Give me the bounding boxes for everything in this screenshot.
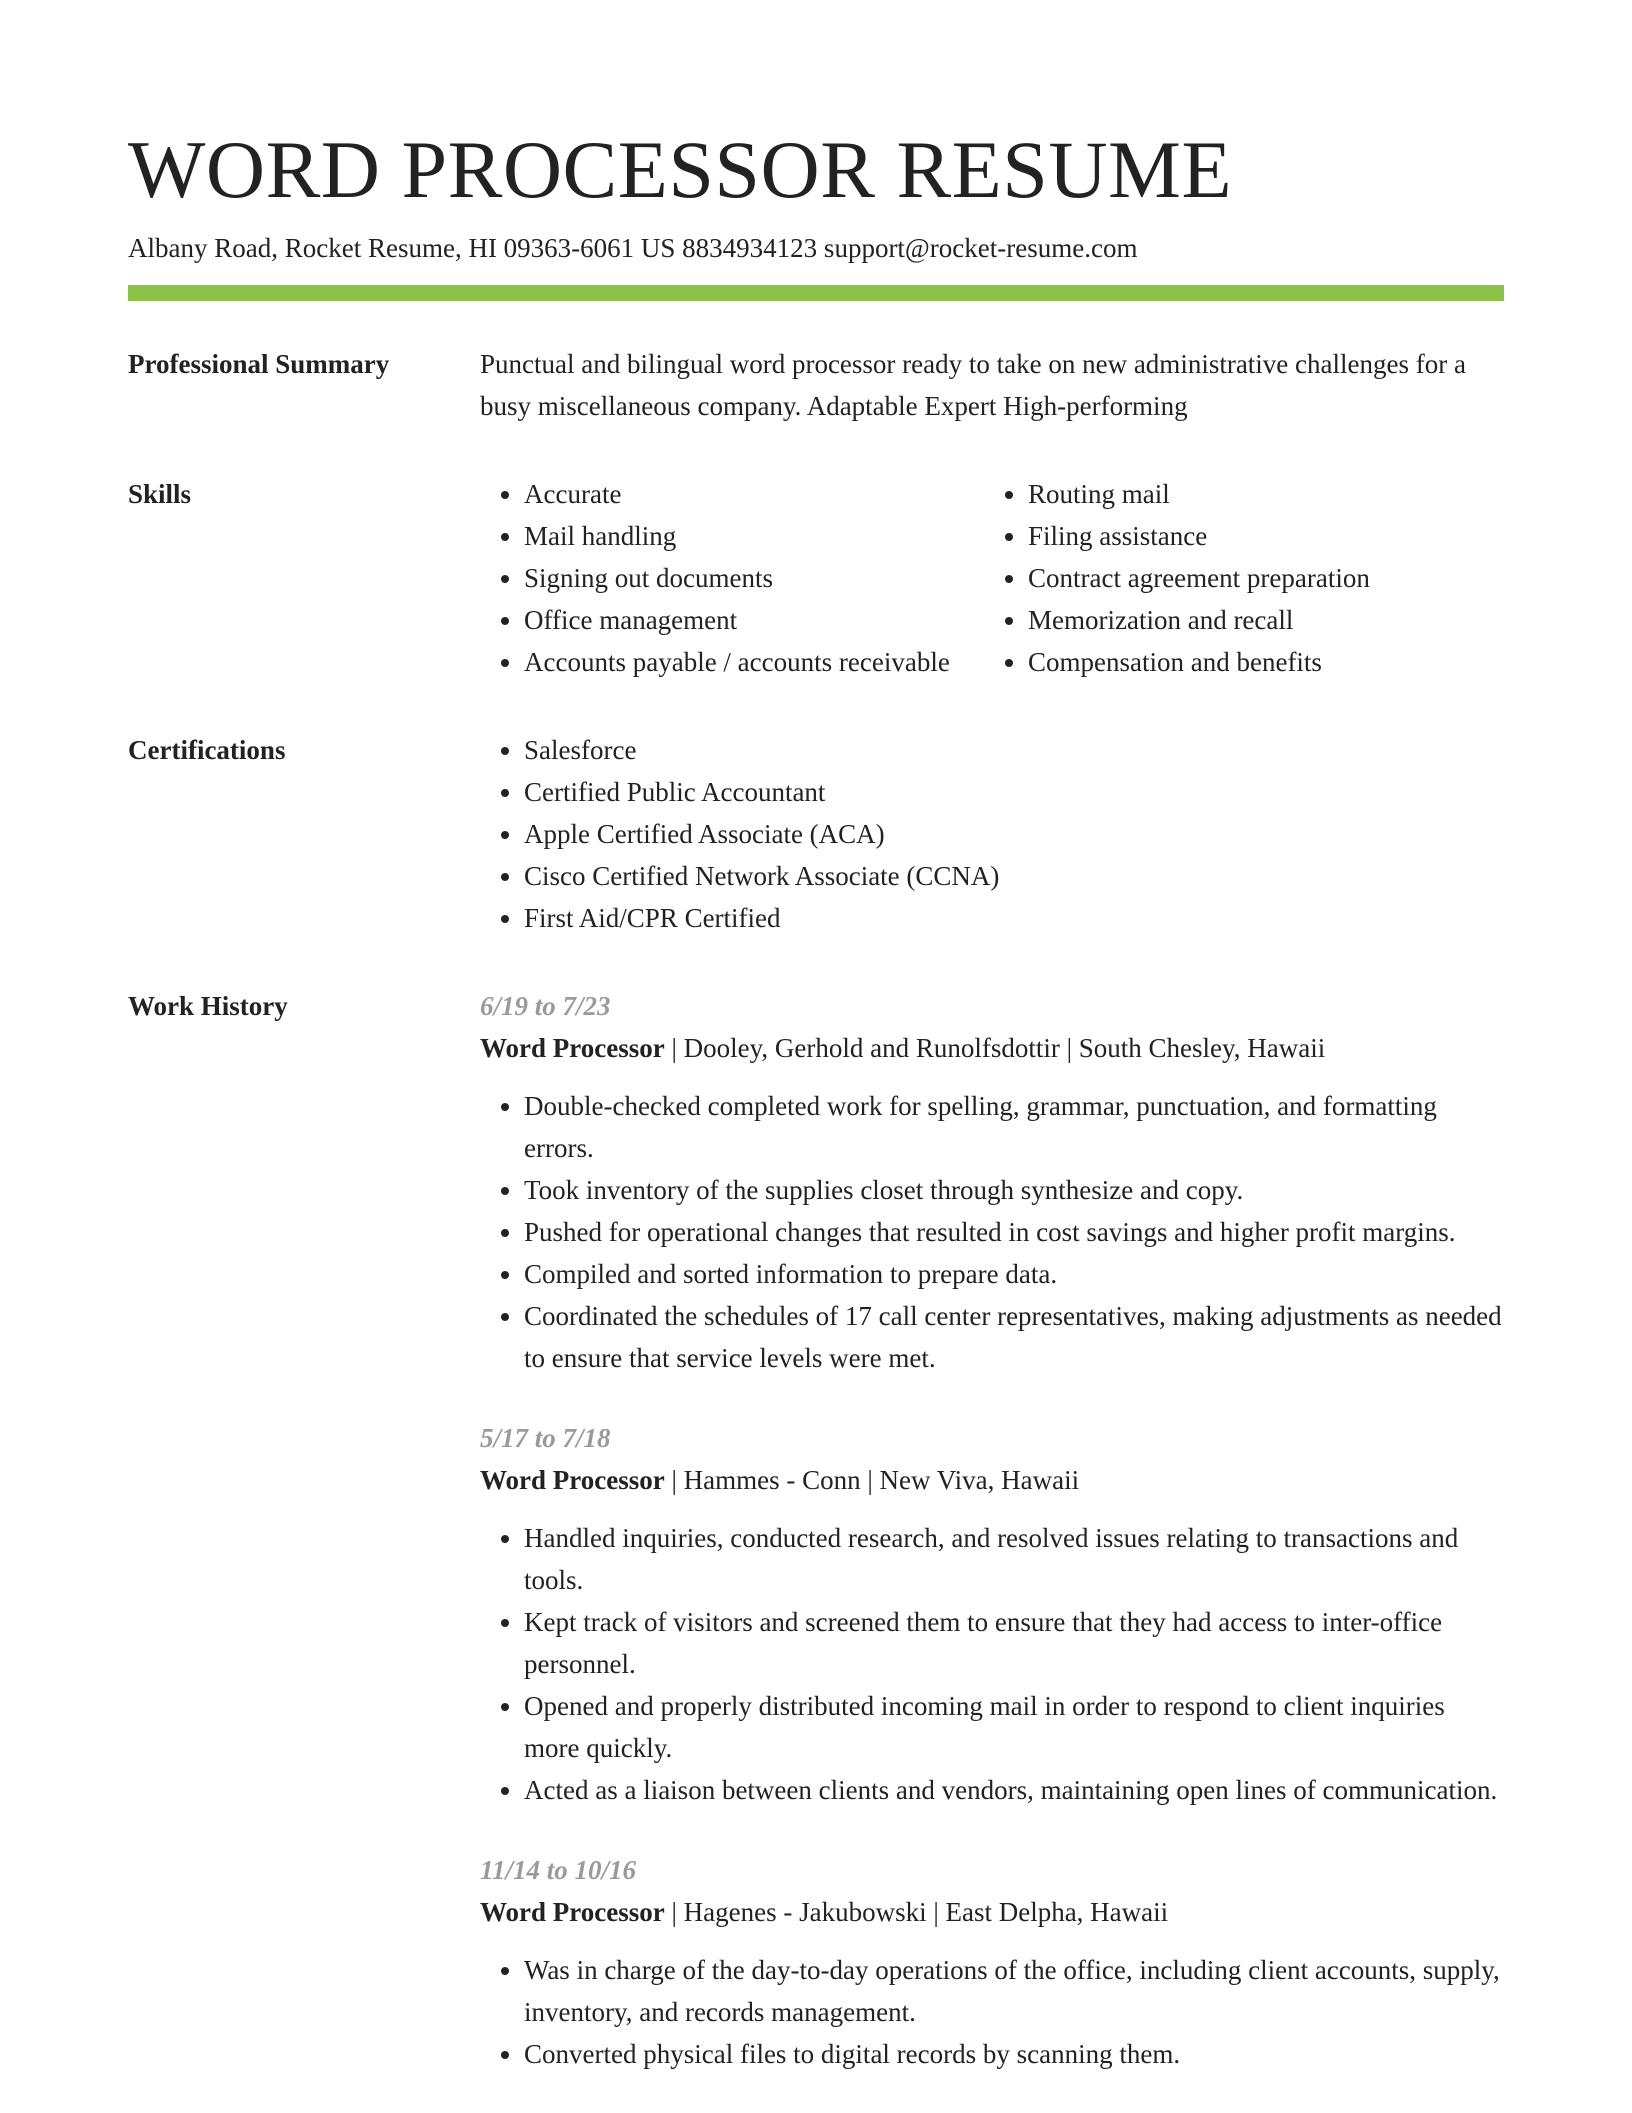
job-bullets [480, 1517, 1504, 1811]
job-details: | Hagenes - Jakubowski | East Delpha, Hawaii [664, 1897, 1169, 1927]
job-bullet: • Pushed for operational changes that resulted in cost savings and higher profit margins. [524, 1211, 1504, 1253]
job-bullets [480, 1085, 1504, 1379]
skills-section [128, 473, 1504, 683]
certifications-heading: Certifications [128, 735, 286, 765]
job-details: | Hammes - Conn | New Viva, Hawaii [664, 1465, 1080, 1495]
skill-item: • Office management [524, 599, 984, 641]
contact-line: Albany Road, Rocket Resume, HI 09363-6061 US 8834934123 support@rocket-resume.com [128, 233, 1138, 263]
skill-item: • Routing mail [1028, 473, 1504, 515]
job-title: Word Processor [480, 1465, 665, 1495]
job-entry [480, 985, 1504, 1379]
job-details: | Dooley, Gerhold and Runolfsdottir | South Chesley, Hawaii [664, 1033, 1326, 1063]
skill-item: • Filing assistance [1028, 515, 1504, 557]
job-bullet: • Opened and properly distributed incoming mail in order to respond to client inquiries more quickly. [524, 1685, 1504, 1769]
certification-item: • Apple Certified Associate (ACA) [524, 813, 1504, 855]
job-entry [480, 1417, 1504, 1811]
job-dates: 5/17 to 7/18 [480, 1423, 611, 1453]
summary-text: Punctual and bilingual word processor ready to take on new administrative challenges for a busy miscellaneous company. Adaptable Expert High-performing [480, 349, 1466, 421]
certification-item: • First Aid/CPR Certified [524, 897, 1504, 939]
job-bullet: • Converted physical files to digital records by scanning them. [524, 2033, 1504, 2075]
skills-heading: Skills [128, 479, 192, 509]
job-bullet: • Was in charge of the day-to-day operations of the office, including client accounts, supply, inventory, and records management. [524, 1949, 1504, 2033]
skills-list-right [984, 473, 1504, 683]
certification-item: • Cisco Certified Network Associate (CCNA) [524, 855, 1504, 897]
job-bullet: • Kept track of visitors and screened them to ensure that they had access to inter-office personnel. [524, 1601, 1504, 1685]
job-title: Word Processor [480, 1033, 665, 1063]
job-bullet: • Compiled and sorted information to prepare data. [524, 1253, 1504, 1295]
work-history-heading: Work History [128, 991, 288, 1021]
header-divider [128, 285, 1504, 301]
skill-item: • Accounts payable / accounts receivable [524, 641, 984, 683]
job-bullet: • Handled inquiries, conducted research, and resolved issues relating to transactions and tools. [524, 1517, 1504, 1601]
job-bullet: • Double-checked completed work for spelling, grammar, punctuation, and formatting errors. [524, 1085, 1504, 1169]
job-bullet: • Coordinated the schedules of 17 call center representatives, making adjustments as needed to ensure that service levels were met. [524, 1295, 1504, 1379]
job-bullets [480, 1949, 1504, 2075]
resume-page [128, 120, 1504, 2113]
job-title: Word Processor [480, 1897, 665, 1927]
job-dates: 6/19 to 7/23 [480, 991, 611, 1021]
skill-item: • Accurate [524, 473, 984, 515]
skill-item: • Signing out documents [524, 557, 984, 599]
summary-heading: Professional Summary [128, 349, 390, 379]
job-bullet: • Acted as a liaison between clients and vendors, maintaining open lines of communication. [524, 1769, 1504, 1811]
skill-item: • Contract agreement preparation [1028, 557, 1504, 599]
job-bullet: • Took inventory of the supplies closet through synthesize and copy. [524, 1169, 1504, 1211]
certification-item: • Salesforce [524, 729, 1504, 771]
job-heading [480, 1459, 1504, 1501]
resume-title: WORD PROCESSOR RESUME [128, 124, 1233, 215]
certifications-list [480, 729, 1504, 939]
job-entry [480, 1849, 1504, 2075]
job-heading [480, 1027, 1504, 1069]
skill-item: • Compensation and benefits [1028, 641, 1504, 683]
certifications-section [128, 729, 1504, 939]
skill-item: • Memorization and recall [1028, 599, 1504, 641]
skills-list-left [480, 473, 984, 683]
work-history-section [128, 985, 1504, 2113]
summary-section [128, 343, 1504, 427]
job-dates: 11/14 to 10/16 [480, 1855, 637, 1885]
certification-item: • Certified Public Accountant [524, 771, 1504, 813]
skill-item: • Mail handling [524, 515, 984, 557]
job-heading [480, 1891, 1504, 1933]
